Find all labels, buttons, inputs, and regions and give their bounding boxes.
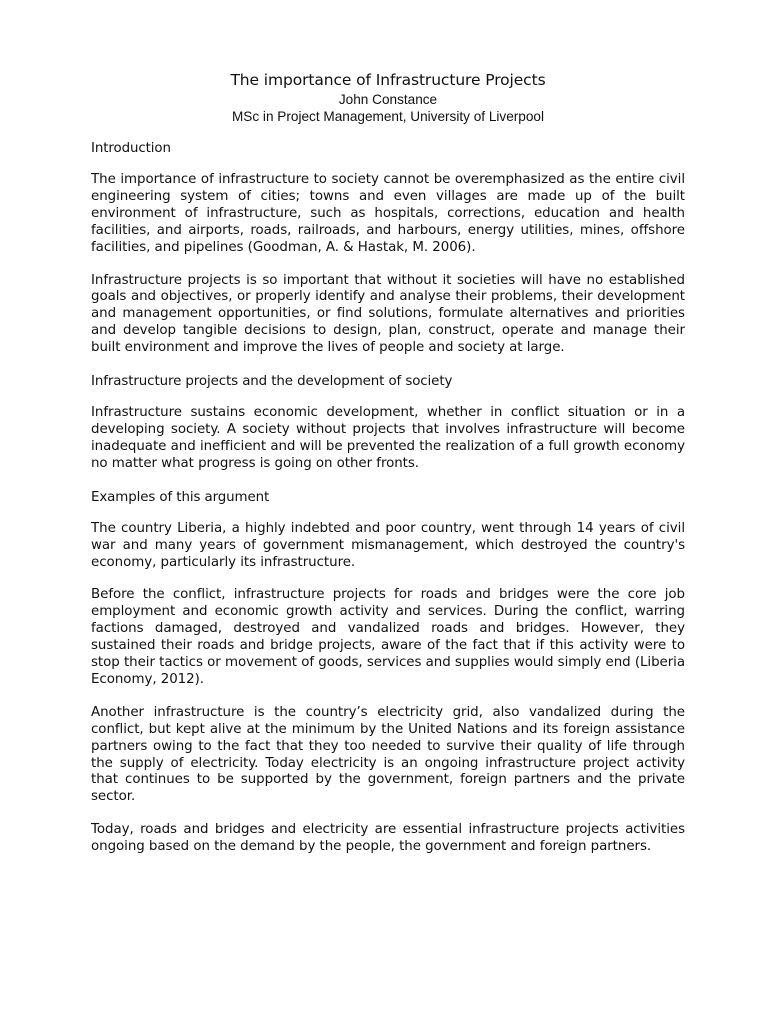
paragraph: The importance of infrastructure to society cannot be overemphasized as the entire civil engineering system of cities; towns and even villages are made up of the built environment of infrastructure, such as hospitals, corrections, education and health facilities, and airports, roads, railroads, and harbours, energy utilities, mines, offshore facilities, and pipelines (Goodman, A. & Hastak, M. 2006). bbox=[91, 172, 685, 255]
paragraph: Before the conflict, infrastructure projects for roads and bridges were the core job employment and economic growth activity and services. During the conflict, warring factions damaged, destroyed and vandalized roads and bridges. However, they sustained their roads and bridge projects, aware of the fact that if this activity were to stop their tactics or movement of goods, services and supplies would simply end (Liberia Economy, 2012). bbox=[91, 587, 685, 687]
author-affiliation: MSc in Project Management, University of Liverpool bbox=[231, 109, 545, 124]
author-name: John Constance bbox=[338, 92, 438, 107]
section-heading-development: Infrastructure projects and the development of society bbox=[91, 374, 453, 390]
paragraph: Today, roads and bridges and electricity are essential infrastructure projects activities ongoing based on the demand by the people, the government and foreign partners. bbox=[91, 822, 685, 855]
paragraph: The country Liberia, a highly indebted and poor country, went through 14 years of civil war and many years of government mismanagement, which destroyed the country's economy, particularly its infrastructure. bbox=[91, 520, 685, 570]
document-title: The importance of Infrastructure Projects bbox=[230, 71, 546, 89]
section-heading-introduction: Introduction bbox=[91, 141, 171, 156]
paragraph: Infrastructure sustains economic development, whether in conflict situation or in a developing society. A society without projects that involves infrastructure will become inadequate and inefficient and will be prevented the realization of a full growth economy no matter what progress is going on other fronts. bbox=[91, 405, 685, 471]
document-page bbox=[91, 70, 685, 856]
section-heading-examples: Examples of this argument bbox=[91, 489, 270, 505]
paragraph: Another infrastructure is the country’s electricity grid, also vandalized during the conflict, but kept alive at the minimum by the United Nations and its foreign assistance partners owing to the fact that they too needed to survive their quality of life through the supply of electricity. Today electricity is an ongoing infrastructure project activity that continues to be supported by the government, foreign partners and the private sector. bbox=[91, 704, 685, 805]
paragraph: Infrastructure projects is so important that without it societies will have no established goals and objectives, or properly identify and analyse their problems, their development and management opportunities, or find solutions, formulate alternatives and priorities and develop tangible decisions to design, plan, construct, operate and manage their built environment and improve the lives of people and society at large. bbox=[91, 272, 685, 356]
